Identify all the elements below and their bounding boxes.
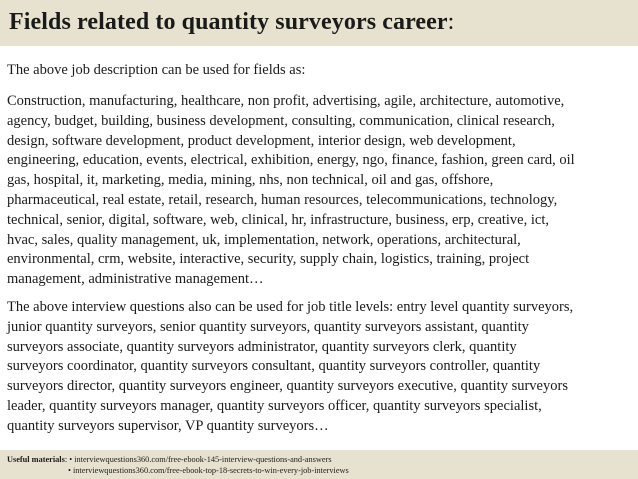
fields-line: environmental, crm, website, interactive, security, supply chain, logistics, training, project: [7, 251, 530, 268]
levels-line: surveyors director, quantity surveyors engineer, quantity surveyors executive, quantity surveyors: [7, 378, 568, 395]
fields-line: engineering, education, events, electrical, exhibition, energy, ngo, finance, fashion, green card, oil: [7, 152, 575, 169]
footer-link[interactable]: • interviewquestions360.com/free-ebook-145-interview-questions-and-answers: [69, 455, 332, 464]
fields-line: pharmaceutical, real estate, retail, research, human resources, telecommunications, technology,: [7, 191, 558, 208]
levels-line: surveyors coordinator, quantity surveyors consultant, quantity surveyors controller, quantity: [7, 358, 541, 375]
footer-separator: :: [64, 455, 70, 464]
slide-title-text: Fields related to quantity surveyors career: [9, 9, 448, 35]
fields-paragraph: [7, 92, 635, 290]
footer-link[interactable]: • interviewquestions360.com/free-ebook-top-18-secrets-to-win-every-job-interviews: [68, 466, 349, 475]
slide-title-colon: :: [447, 9, 455, 35]
footer-bar: [0, 450, 638, 479]
slide-title: [9, 9, 454, 36]
fields-line: technical, senior, digital, software, web, clinical, hr, infrastructure, business, erp, creative, ict,: [7, 211, 549, 228]
intro-text: The above job description can be used for fields as:: [7, 62, 306, 78]
useful-materials: [7, 454, 349, 476]
footer-row: [7, 465, 349, 476]
fields-line: gas, hospital, it, marketing, media, mining, nhs, non technical, oil and gas, offshore,: [7, 172, 494, 189]
levels-line: The above interview questions also can be used for job title levels: entry level quantity surveyors,: [7, 298, 574, 315]
levels-line: leader, quantity surveyors manager, quantity surveyors officer, quantity surveyors specialist,: [7, 397, 542, 414]
fields-line: design, software development, product development, interior design, web development,: [7, 132, 516, 149]
levels-paragraph: [7, 298, 635, 437]
fields-line: Construction, manufacturing, healthcare, non profit, advertising, agile, architecture, automotive,: [7, 93, 565, 109]
levels-line: junior quantity surveyors, senior quantity surveyors, quantity surveyors assistant, quantity: [7, 318, 529, 335]
slide-content: [7, 61, 635, 445]
fields-line: hvac, sales, quality management, uk, implementation, network, operations, architectural,: [7, 231, 521, 248]
fields-line: management, administrative management…: [7, 271, 264, 288]
useful-materials-label: Useful materials: [7, 455, 65, 464]
levels-line: surveyors associate, quantity surveyors administrator, quantity surveyors clerk, quantity: [7, 338, 517, 355]
fields-line: agency, budget, building, business development, consulting, communication, clinical research,: [7, 112, 555, 129]
footer-row: [7, 454, 349, 465]
levels-line: quantity surveyors supervisor, VP quantity surveyors…: [7, 417, 329, 434]
title-bar: [0, 0, 638, 46]
